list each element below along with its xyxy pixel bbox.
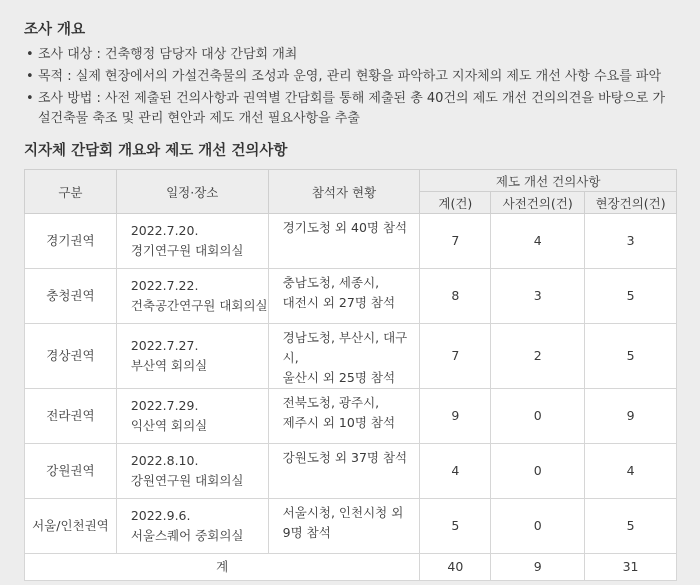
cell-schedule: 2022.7.29. 익산역 회의실	[116, 389, 268, 444]
overview-list	[24, 45, 676, 129]
cell-total: 8	[420, 269, 491, 324]
cell-onsite: 5	[585, 499, 677, 554]
cell-prior: 0	[491, 499, 585, 554]
total-onsite: 31	[585, 554, 677, 581]
table-title: 지자체 간담회 개요와 제도 개선 건의사항	[24, 143, 288, 159]
cell-total: 7	[420, 214, 491, 269]
table-row	[25, 389, 677, 444]
cell-region: 서울/인천권역	[25, 499, 117, 554]
cell-total: 5	[420, 499, 491, 554]
meeting-table	[24, 169, 677, 581]
cell-attendees: 충남도청, 세종시, 대전시 외 27명 참석	[268, 269, 420, 324]
table-total-row	[25, 554, 677, 581]
cell-attendees: 경남도청, 부산시, 대구시, 울산시 외 25명 참석	[268, 324, 420, 389]
header-onsite: 현장건의(건)	[585, 192, 677, 214]
cell-onsite: 5	[585, 269, 677, 324]
cell-schedule: 2022.7.20. 경기연구원 대회의실	[116, 214, 268, 269]
cell-prior: 0	[491, 389, 585, 444]
overview-item-text: 조사 대상 : 건축행정 담당자 대상 간담회 개최	[38, 47, 298, 62]
table-row	[25, 324, 677, 389]
header-region: 구분	[25, 170, 117, 214]
overview-title: 조사 개요	[24, 22, 86, 38]
cell-attendees: 강원도청 외 37명 참석	[268, 444, 420, 499]
total-sum: 40	[420, 554, 491, 581]
total-prior: 9	[491, 554, 585, 581]
overview-item-target	[24, 45, 676, 65]
cell-region: 충청권역	[25, 269, 117, 324]
cell-onsite: 4	[585, 444, 677, 499]
cell-schedule: 2022.7.27. 부산역 회의실	[116, 324, 268, 389]
header-attendees: 참석자 현황	[268, 170, 420, 214]
header-total: 계(건)	[420, 192, 491, 214]
cell-attendees: 서울시청, 인천시청 외 9명 참석	[268, 499, 420, 554]
cell-region: 경기권역	[25, 214, 117, 269]
header-schedule: 일정·장소	[116, 170, 268, 214]
overview-item-purpose	[24, 67, 676, 87]
bullet-marker: •	[26, 47, 34, 62]
cell-attendees: 경기도청 외 40명 참석	[268, 214, 420, 269]
overview-item-method	[24, 89, 676, 129]
table-row	[25, 499, 677, 554]
total-label: 계	[25, 554, 420, 581]
cell-region: 경상권역	[25, 324, 117, 389]
overview-item-text: 조사 방법 : 사전 제출된 건의사항과 권역별 간담회를 통해 제출된 총 40건의 제도 개선 건의의견을 바탕으로 가설건축물 축조 및 관리 현안과 제도 개선 필요사항을 추출	[38, 91, 666, 126]
cell-attendees: 전북도청, 광주시, 제주시 외 10명 참석	[268, 389, 420, 444]
cell-prior: 3	[491, 269, 585, 324]
table-row	[25, 444, 677, 499]
cell-onsite: 3	[585, 214, 677, 269]
cell-total: 7	[420, 324, 491, 389]
bullet-marker: •	[26, 69, 34, 84]
cell-schedule: 2022.9.6. 서울스퀘어 중회의실	[116, 499, 268, 554]
table-row	[25, 269, 677, 324]
cell-prior: 4	[491, 214, 585, 269]
cell-total: 9	[420, 389, 491, 444]
cell-schedule: 2022.8.10. 강원연구원 대회의실	[116, 444, 268, 499]
cell-region: 전라권역	[25, 389, 117, 444]
cell-prior: 0	[491, 444, 585, 499]
table-row	[25, 214, 677, 269]
header-proposals: 제도 개선 건의사항	[420, 170, 677, 192]
header-prior: 사전건의(건)	[491, 192, 585, 214]
overview-item-text: 목적 : 실제 현장에서의 가설건축물의 조성과 운영, 관리 현황을 파악하고 지자체의 제도 개선 사항 수요를 파악	[38, 69, 662, 84]
bullet-marker: •	[26, 91, 34, 106]
cell-onsite: 9	[585, 389, 677, 444]
cell-total: 4	[420, 444, 491, 499]
cell-region: 강원권역	[25, 444, 117, 499]
cell-schedule: 2022.7.22. 건축공간연구원 대회의실	[116, 269, 268, 324]
cell-prior: 2	[491, 324, 585, 389]
cell-onsite: 5	[585, 324, 677, 389]
